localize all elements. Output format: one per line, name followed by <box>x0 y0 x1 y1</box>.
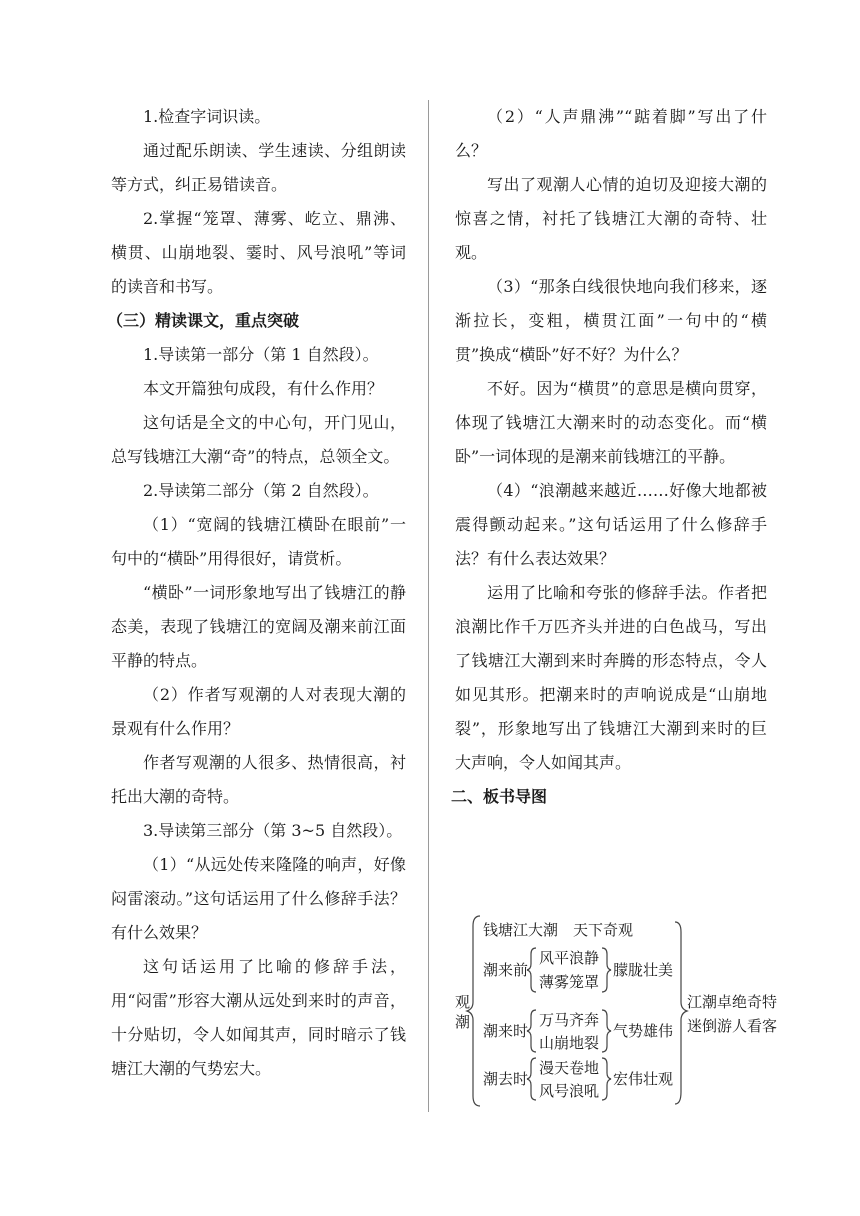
section-heading: 二、板书导图 <box>451 787 548 806</box>
paragraph: （2）“人声鼎沸”“踮着脚”写出了什么？ <box>455 107 767 160</box>
paragraph: 2.导读第二部分（第 2 自然段）。 <box>143 481 379 500</box>
diagram-node: 潮来前 <box>483 961 529 979</box>
diagram-node: 天下奇观 <box>573 921 634 939</box>
paragraph: 作者写观潮的人很多、热情很高，衬托出大潮的奇特。 <box>111 753 406 806</box>
board-diagram <box>453 914 793 1110</box>
paragraph: 1.检查字词识读。 <box>143 107 271 126</box>
diagram-node: 山崩地裂 <box>539 1034 600 1052</box>
diagram-node: 万马齐奔 <box>539 1011 600 1029</box>
diagram-node: 薄雾笼罩 <box>539 973 600 991</box>
diagram-node: 风号浪吼 <box>539 1082 600 1100</box>
diagram-node: 宏伟壮观 <box>613 1070 674 1088</box>
diagram-node: 钱塘江大潮 <box>483 921 559 939</box>
diagram-node: 风平浪静 <box>539 949 600 967</box>
left-column <box>107 100 406 1086</box>
paragraph: 不好。因为“横贯”的意思是横向贯穿，体现了钱塘江大潮来时的动态变化。而“横卧”一词体现的是潮来前钱塘江的平静。 <box>455 379 767 466</box>
root-char: 潮 <box>455 1013 471 1031</box>
paragraph: （1）“宽阔的钱塘江横卧在眼前”一句中的“横卧”用得很好，请赏析。 <box>111 515 406 568</box>
root-char: 观 <box>455 993 471 1011</box>
section-heading: （三）精读课文，重点突破 <box>107 311 300 330</box>
diagram-node: 朦胧壮美 <box>613 961 674 979</box>
paragraph: 1.导读第一部分（第 1 自然段）。 <box>143 345 379 364</box>
paragraph: 这句话是全文的中心句，开门见山，总写钱塘江大潮“奇”的特点，总领全文。 <box>111 413 406 466</box>
diagram-node: 潮来时 <box>483 1022 529 1040</box>
paragraph: 运用了比喻和夸张的修辞手法。作者把浪潮比作千万匹齐头并进的白色战马，写出了钱塘江大潮到来时奔腾的形态特点，令人如见其形。把潮来时的声响说成是“山崩地裂”，形象地写出了钱塘江大潮到来时的巨大声响，令人如闻其声。 <box>455 583 767 772</box>
diagram-conclusion: 迷倒游人看客 <box>687 1017 778 1035</box>
paragraph: 通过配乐朗读、学生速读、分组朗读等方式，纠正易错读音。 <box>111 141 406 194</box>
paragraph: 这句话运用了比喻的修辞手法，用“闷雷”形容大潮从远处到来时的声音，十分贴切，令人如闻其声，同时暗示了钱塘江大潮的气势宏大。 <box>111 957 406 1078</box>
diagram-node: 漫天卷地 <box>539 1059 600 1077</box>
diagram-conclusion: 江潮卓绝奇特 <box>687 993 778 1011</box>
paragraph: （4）“浪潮越来越近……好像大地都被震得颤动起来。”这句话运用了什么修辞手法？有什么表达效果？ <box>455 481 767 568</box>
right-column <box>451 100 767 814</box>
column-divider <box>428 100 429 1112</box>
paragraph: 写出了观潮人心情的迫切及迎接大潮的惊喜之情，衬托了钱塘江大潮的奇特、壮观。 <box>455 175 767 262</box>
paragraph: （2）作者写观潮的人对表现大潮的景观有什么作用？ <box>111 685 406 738</box>
paragraph: （3）“那条白线很快地向我们移来，逐渐拉长，变粗，横贯江面”一句中的“横贯”换成“横卧”好不好？为什么？ <box>455 277 767 364</box>
diagram-node: 气势雄伟 <box>613 1022 674 1040</box>
paragraph: “横卧”一词形象地写出了钱塘江的静态美，表现了钱塘江的宽阔及潮来前江面平静的特点。 <box>111 583 406 670</box>
paragraph: 本文开篇独句成段，有什么作用？ <box>143 379 384 398</box>
paragraph: 3.导读第三部分（第 3~5 自然段）。 <box>143 821 403 840</box>
paragraph: 2.掌握“笼罩、薄雾、屹立、鼎沸、横贯、山崩地裂、霎时、风号浪吼”等词的读音和书写。 <box>111 209 406 296</box>
paragraph: （1）“从远处传来隆隆的响声，好像闷雷滚动。”这句话运用了什么修辞手法？有什么效果？ <box>111 855 406 942</box>
diagram-node: 潮去时 <box>483 1070 529 1088</box>
